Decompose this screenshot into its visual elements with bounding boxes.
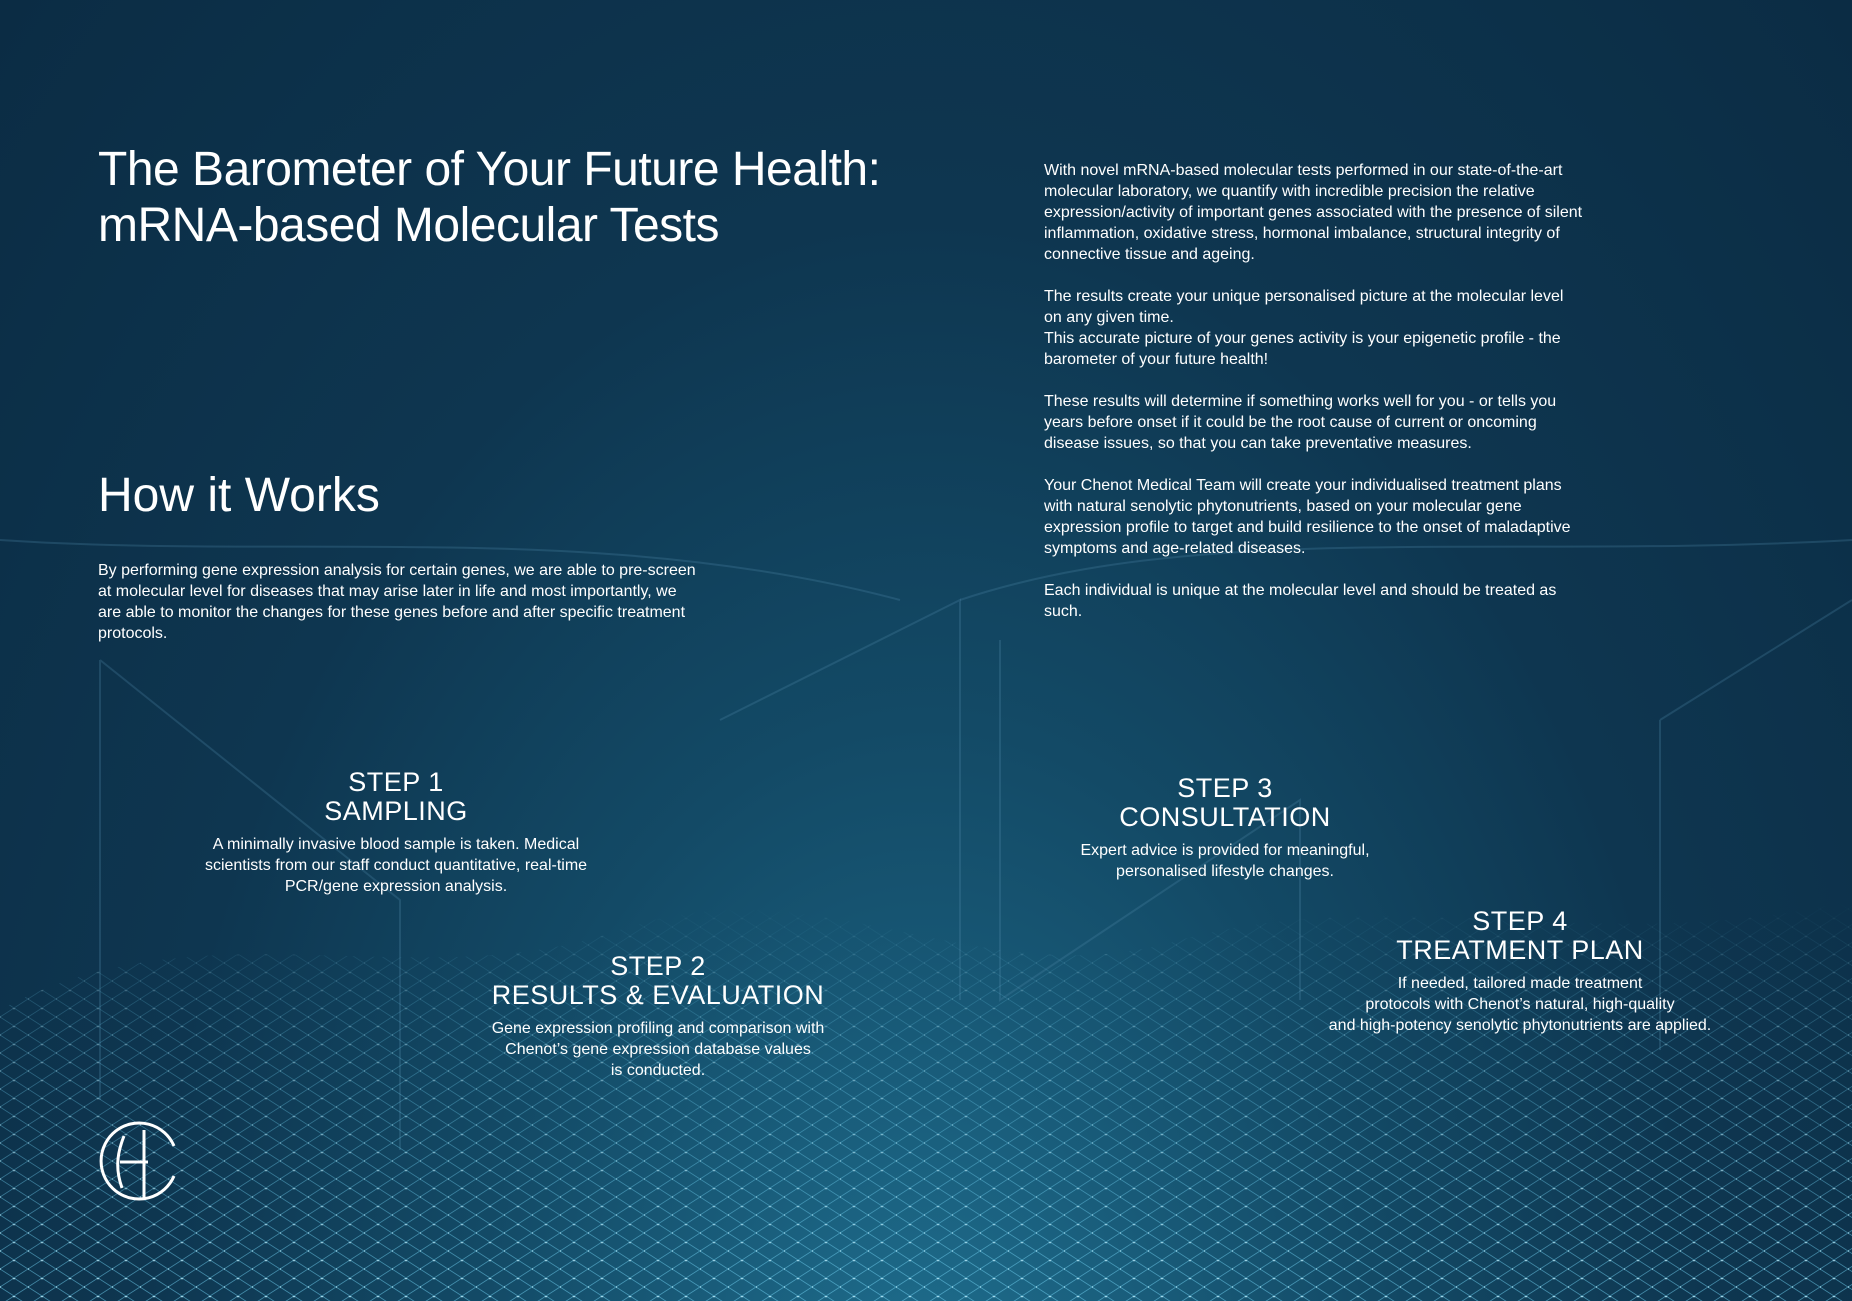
step-4 xyxy=(1290,907,1750,1036)
step-2-description: Gene expression profiling and comparison with Chenot’s gene expression database values is conducted. xyxy=(491,1020,825,1079)
step-3 xyxy=(1005,774,1445,882)
step-1-description: A minimally invasive blood sample is taken. Medical scientists from our staff conduct quantitative, real-time PCR/gene expression analysis. xyxy=(204,836,588,895)
right-paragraph-3: These results will determine if something works well for you - or tells you years before onset if it could be the root cause of current or oncoming disease issues, so that you can take preventative measures. xyxy=(1044,393,1557,452)
right-paragraph-5: Each individual is unique at the molecular level and should be treated as such. xyxy=(1044,582,1557,620)
step-2-number: STEP 2 xyxy=(610,951,706,981)
right-paragraph-4: Your Chenot Medical Team will create your individualised treatment plans with natural senolytic phytonutrients, based on your molecular gene expression profile to target and build resilience to the onset of maladaptive symptoms and age-related diseases. xyxy=(1044,477,1571,557)
page-title-line-1: The Barometer of Your Future Health: xyxy=(98,143,881,196)
right-paragraph-2 xyxy=(1044,286,1584,370)
step-1 xyxy=(176,768,616,897)
step-2 xyxy=(438,952,878,1081)
right-paragraph-1: With novel mRNA-based molecular tests performed in our state-of-the-art molecular laboratory, we quantify with incredible precision the relative expression/activity of important genes associated with the presence of silent inflammation, oxidative stress, hormonal imbalance, structural integrity of connective tissue and ageing. xyxy=(1044,162,1583,263)
step-4-description: If needed, tailored made treatment protocols with Chenot’s natural, high-quality and high-potency senolytic phytonutrients are applied. xyxy=(1328,975,1712,1034)
step-4-name: TREATMENT PLAN xyxy=(1396,935,1644,965)
page-title-line-2: mRNA-based Molecular Tests xyxy=(98,199,720,252)
page-title xyxy=(98,142,918,254)
step-2-name: RESULTS & EVALUATION xyxy=(491,980,825,1010)
step-3-number: STEP 3 xyxy=(1177,773,1273,803)
right-paragraph-2a: The results create your unique personalised picture at the molecular level on any given time. xyxy=(1044,288,1564,326)
step-4-number: STEP 4 xyxy=(1472,906,1568,936)
step-3-description: Expert advice is provided for meaningful, personalised lifestyle changes. xyxy=(1080,842,1370,880)
right-paragraph-2b: This accurate picture of your genes activity is your epigenetic profile - the barometer of your future health! xyxy=(1044,330,1561,368)
right-column-text xyxy=(1044,160,1584,643)
step-1-number: STEP 1 xyxy=(348,767,444,797)
chenot-logo-icon xyxy=(96,1116,186,1206)
section-heading: How it Works xyxy=(98,469,380,522)
step-1-name: SAMPLING xyxy=(324,796,468,826)
step-3-name: CONSULTATION xyxy=(1119,802,1331,832)
intro-paragraph: By performing gene expression analysis for certain genes, we are able to pre-screen at molecular level for diseases that may arise later in life and most importantly, we are able to monitor the changes for these genes before and after specific treatment protocols. xyxy=(98,562,696,642)
